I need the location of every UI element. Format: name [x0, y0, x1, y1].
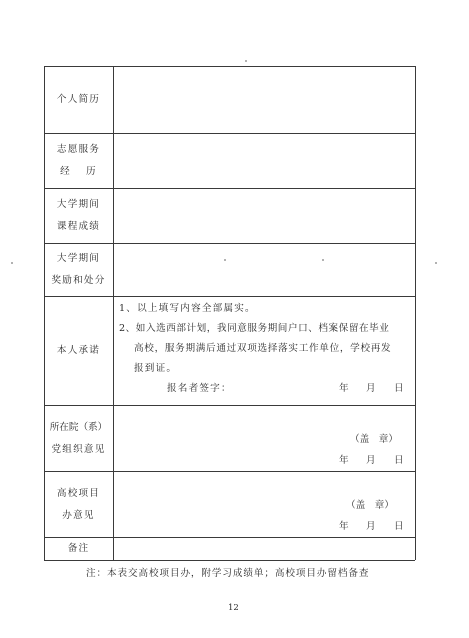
table-border-right	[415, 66, 416, 560]
dept-label	[44, 406, 113, 471]
scan-speck	[245, 60, 247, 62]
pledge-date-day: 日	[394, 383, 404, 394]
pledge-label-text: 本人承诺	[56, 345, 101, 356]
pledge-item-1: 1、以上填写内容全部属实。	[119, 303, 256, 314]
volunteer-label-line1: 志愿服务	[56, 144, 101, 155]
resume-label	[44, 67, 113, 133]
signature-label: 报名者签字：	[167, 383, 232, 394]
resume-label-text: 个人简历	[56, 94, 101, 105]
office-date-year: 年	[339, 521, 349, 532]
office-label-line1: 高校项目	[56, 487, 101, 499]
grades-label-line1: 大学期间	[56, 199, 101, 210]
grades-label	[44, 189, 113, 243]
pledge-item-2-line-1: 2、如入选西部计划，我同意服务期间户口、档案保留在毕业	[119, 323, 390, 334]
volunteer-label-line2: 经 历	[60, 166, 97, 177]
scan-speck	[322, 259, 324, 261]
column-divider	[113, 66, 114, 560]
scan-speck	[435, 262, 437, 264]
office-date-month: 月	[366, 521, 376, 532]
remarks-label-text: 备注	[67, 543, 90, 554]
awards-label-line2: 奖励和处分	[51, 275, 106, 286]
scan-speck	[11, 262, 13, 264]
dept-seal: （盖 章）	[350, 434, 398, 445]
pledge-date-month: 月	[366, 383, 376, 394]
office-label-line2: 办意见	[62, 509, 95, 521]
volunteer-label	[44, 134, 113, 188]
remarks-label	[44, 538, 113, 560]
dept-date-day: 日	[394, 455, 404, 466]
pledge-item-2-line-3: 报到证。	[134, 363, 178, 374]
office-label	[44, 472, 113, 537]
dept-label-line2: 党组织意见	[51, 443, 106, 455]
footnote: 注：本表交高校项目办，附学习成绩单；高校项目办留档备查	[86, 568, 370, 579]
scan-speck	[224, 259, 226, 261]
pledge-label	[44, 297, 113, 405]
office-seal: （盖 章）	[346, 500, 394, 511]
awards-label	[44, 244, 113, 296]
awards-label-line1: 大学期间	[56, 253, 101, 264]
office-date-day: 日	[394, 521, 404, 532]
dept-date-year: 年	[339, 455, 349, 466]
pledge-item-2-line-2: 高校，服务期满后通过双项选择落实工作单位，学校再发	[134, 343, 392, 354]
page-number: 12	[228, 603, 239, 613]
table-border-bottom	[44, 560, 415, 561]
grades-label-line2: 课程成绩	[56, 221, 101, 232]
dept-date-month: 月	[366, 455, 376, 466]
pledge-date-year: 年	[339, 383, 349, 394]
dept-label-line1: 所在院（系）	[49, 421, 108, 433]
